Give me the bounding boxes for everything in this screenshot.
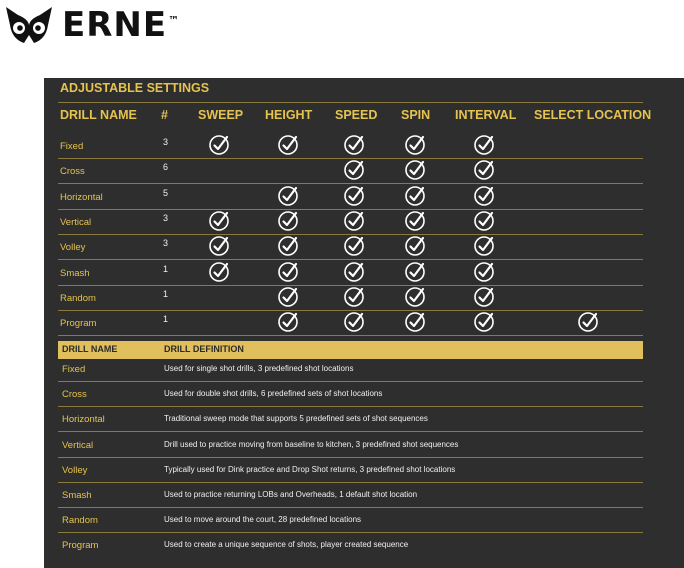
checkmark-circle-icon [404, 134, 426, 156]
definition-text: Typically used for Dink practice and Drop Shot returns, 3 predefined shot locations [164, 464, 456, 474]
checkmark-circle-icon [343, 311, 365, 333]
header-sweep: SWEEP [198, 108, 244, 122]
checkmark-circle-icon [277, 311, 299, 333]
checkmark-circle-icon [343, 185, 365, 207]
settings-title: ADJUSTABLE SETTINGS [60, 81, 210, 95]
checkmark-circle-icon [208, 210, 230, 232]
checkmark-circle-icon [404, 210, 426, 232]
header-speed: SPEED [335, 108, 378, 122]
definition-drill-name: Random [62, 515, 98, 527]
drill-name-cell: Cross [60, 166, 85, 178]
checkmark-circle-icon [343, 261, 365, 283]
definitions-header-bar [58, 341, 643, 359]
checkmark-circle-icon [404, 311, 426, 333]
brand-name: ERNE™ [62, 5, 181, 45]
checkmark-circle-icon [404, 235, 426, 257]
checkmark-circle-icon [277, 286, 299, 308]
header-height: HEIGHT [265, 108, 313, 122]
definition-drill-name: Volley [62, 464, 88, 476]
checkmark-circle-icon [473, 210, 495, 232]
checkmark-circle-icon [404, 261, 426, 283]
checkmark-circle-icon [473, 286, 495, 308]
checkmark-circle-icon [404, 159, 426, 181]
row-divider [58, 335, 643, 336]
header-select-location: SELECT LOCATION [534, 108, 652, 122]
owl-logo-icon [4, 5, 54, 45]
checkmark-circle-icon [473, 311, 495, 333]
def-header-drill-name: DRILL NAME [62, 344, 118, 354]
header-drill-name: DRILL NAME [60, 108, 137, 122]
brand-logo [4, 4, 180, 46]
definition-text: Used for double shot drills, 6 predefined sets of shot locations [164, 389, 383, 399]
checkmark-circle-icon [208, 134, 230, 156]
checkmark-circle-icon [473, 134, 495, 156]
checkmark-circle-icon [473, 261, 495, 283]
definition-drill-name: Cross [62, 389, 87, 401]
drill-name-cell: Horizontal [60, 191, 103, 203]
header-spin: SPIN [401, 108, 431, 122]
header-interval: INTERVAL [455, 108, 517, 122]
header-count: # [161, 108, 168, 122]
definition-drill-name: Program [62, 540, 99, 552]
definition-text: Traditional sweep mode that supports 5 predefined sets of shot sequences [164, 414, 428, 424]
def-header-drill-definition: DRILL DEFINITION [164, 344, 244, 354]
checkmark-circle-icon [473, 185, 495, 207]
definition-text: Drill used to practice moving from baseline to kitchen, 3 predefined shot sequences [164, 439, 459, 449]
checkmark-circle-icon [473, 159, 495, 181]
drill-name-cell: Random [60, 292, 96, 304]
drill-count-cell: 1 [163, 314, 169, 325]
definition-text: Used for single shot drills, 3 predefined shot locations [164, 364, 354, 373]
checkmark-circle-icon [277, 134, 299, 156]
definition-text: Used to create a unique sequence of shots, player created sequence [164, 540, 409, 550]
checkmark-circle-icon [473, 235, 495, 257]
checkmark-circle-icon [343, 286, 365, 308]
row-divider [58, 406, 643, 407]
row-divider [58, 381, 643, 382]
drill-count-cell: 1 [163, 263, 169, 274]
definition-drill-name: Vertical [62, 439, 94, 451]
checkmark-circle-icon [277, 261, 299, 283]
checkmark-circle-icon [277, 185, 299, 207]
checkmark-circle-icon [343, 235, 365, 257]
checkmark-circle-icon [343, 159, 365, 181]
definition-drill-name: Fixed [62, 364, 86, 375]
definition-text: Used to practice returning LOBs and Overheads, 1 default shot location [164, 490, 418, 499]
row-divider [58, 431, 643, 432]
drill-name-cell: Smash [60, 267, 90, 279]
row-divider [58, 482, 643, 483]
row-divider [58, 457, 643, 458]
checkmark-circle-icon [277, 235, 299, 257]
drill-count-cell: 3 [163, 137, 169, 147]
checkmark-circle-icon [343, 210, 365, 232]
drill-count-cell: 3 [163, 212, 169, 223]
drill-count-cell: 1 [163, 288, 169, 299]
checkmark-circle-icon [404, 185, 426, 207]
checkmark-circle-icon [404, 286, 426, 308]
checkmark-circle-icon [208, 235, 230, 257]
drill-name-cell: Fixed [60, 141, 84, 152]
drill-name-cell: Volley [60, 242, 86, 254]
drill-count-cell: 6 [163, 162, 169, 173]
definition-drill-name: Horizontal [62, 414, 105, 426]
divider [58, 102, 643, 103]
drill-panel [44, 78, 684, 568]
checkmark-circle-icon [343, 134, 365, 156]
definition-drill-name: Smash [62, 490, 92, 501]
drill-count-cell: 3 [163, 238, 169, 249]
definition-text: Used to move around the court, 28 predefined locations [164, 515, 362, 525]
drill-count-cell: 5 [163, 187, 169, 198]
checkmark-circle-icon [277, 210, 299, 232]
row-divider [58, 532, 643, 533]
drill-name-cell: Vertical [60, 216, 92, 228]
checkmark-circle-icon [208, 261, 230, 283]
drill-name-cell: Program [60, 318, 97, 330]
checkmark-circle-icon [577, 311, 599, 333]
row-divider [58, 507, 643, 508]
